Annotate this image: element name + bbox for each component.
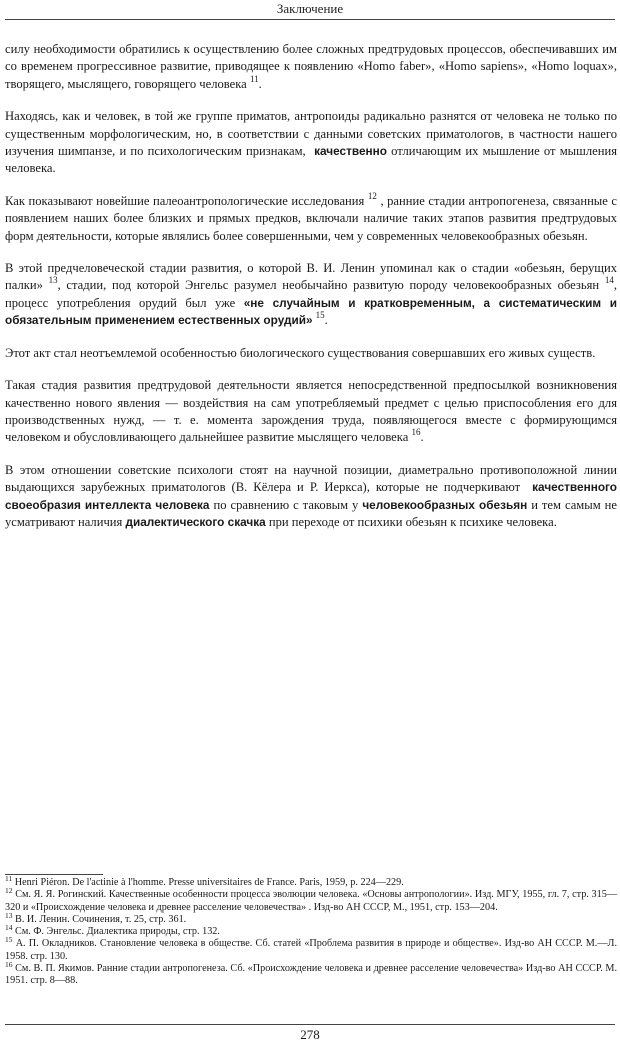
text-run: . bbox=[324, 313, 328, 328]
paragraph-2 bbox=[5, 108, 617, 178]
text-run: отличающим их мышление от мышления человека. bbox=[5, 144, 617, 176]
footnote-text: А. П. Окладников. Становление человека в обществе. Сб. статей «Проблема развития в природе и обществе». Изд-во АН СССР. М.—Л. 1958. стр. 130. bbox=[5, 938, 617, 962]
bold-term: качественного своеобразия интеллекта человека bbox=[5, 480, 617, 512]
footnote-16 bbox=[5, 960, 618, 988]
footnote-number: 15 bbox=[5, 935, 13, 945]
footnote-12 bbox=[5, 886, 618, 914]
text-run: Такая стадия развития предтрудовой деятельности является непосредственной предпосылкой возникновения качественно нового явления — воздействия на сам употребляемый предмет с целью приспособления его для производственных нужд, — т. е. момента зарождения труда, появляющегося вместе с формирующимся человеком и обусловливающего дальнейшее развитие мыслящего человека bbox=[5, 378, 617, 445]
text-run: В этой предчеловеческой стадии развития, о которой В. И. Ленин упоминал как о стадии «обезьян, берущих палки» bbox=[5, 261, 617, 293]
text-run: , стадии, под которой Энгельс разумел необычайно развитую породу человекообразных обезьян bbox=[57, 278, 600, 293]
text-run: и тем самым не усматривают наличия bbox=[5, 497, 618, 529]
text-run: В этом отношении советские психологи стоят на научной позиции, диаметрально противоположной линии выдающихся зарубежных приматологов (В. Кёлера и Р. Иеркса), которые не подчеркивают bbox=[5, 462, 617, 495]
header-divider bbox=[5, 19, 615, 20]
footnote-ref-16[interactable]: 16 bbox=[411, 427, 421, 438]
footnote-text: См. Я. Я. Рогинский. Качественные особенности процесса эволюции человека. «Основы антропологии». Изд. МГУ, 1955, гл. 7, стр. 315—320 и «Происхождение человека и древнее расселение человечества» . Изд-во АН СССР, М., 1951, стр. 153—204. bbox=[5, 889, 618, 913]
main-text bbox=[5, 41, 617, 546]
footer-divider bbox=[5, 1024, 615, 1025]
text-run: по сравнению с таковым у bbox=[213, 497, 359, 512]
paragraph-1 bbox=[5, 41, 617, 93]
footnote-ref-11[interactable]: 11 bbox=[249, 73, 259, 84]
paragraph-4 bbox=[5, 260, 617, 330]
footnotes bbox=[5, 874, 618, 988]
footnote-number: 14 bbox=[5, 923, 13, 933]
text-run: силу необходимости обратились к осуществлению более сложных предтрудовых процессов, обеспечивавших им со временем прогрессивное развитие, приводящее к появлению «Homo faber», «Homo sapiens», «Homo loquax», творящего, мыслящего, говорящего человека bbox=[5, 42, 617, 91]
paragraph-3 bbox=[5, 190, 617, 245]
footnote-14 bbox=[5, 923, 617, 938]
footnote-number: 12 bbox=[5, 886, 13, 896]
footnote-number: 16 bbox=[5, 960, 13, 970]
text-run: Как показывают новейшие палеоантропологические исследования bbox=[5, 193, 365, 208]
text-run: , процесс употребления орудий был уже bbox=[5, 278, 617, 310]
footnote-number: 13 bbox=[5, 910, 13, 920]
footnote-text: Henri Piéron. De l'actinie à l'homme. Presse universitaires de France. Paris, 1959, p. 224—229. bbox=[14, 877, 404, 888]
footnote-number: 11 bbox=[5, 874, 13, 883]
footnote-text: В. И. Ленин. Сочинения, т. 25, стр. 361. bbox=[15, 913, 187, 925]
bold-term: человекообразных обезьян bbox=[362, 497, 528, 512]
footnote-text: См. В. П. Якимов. Ранние стадии антропогенеза. Сб. «Происхождение человека и древнее расселение человечества» Изд-во АН СССР. М. 1951. стр. 8—88. bbox=[5, 963, 618, 987]
footnote-ref-15[interactable]: 15 bbox=[315, 310, 325, 321]
text-run: , ранние стадии антропогенеза, связанные с появлением наших более близких и прямых предков, включали наличие таких этапов развития предтрудовых форм деятельности, которые являлись более совершенными, чем у современных человекообразных обезьян. bbox=[5, 193, 617, 243]
footnote-15 bbox=[5, 935, 617, 963]
running-header: Заключение bbox=[276, 1, 344, 16]
paragraph-5 bbox=[5, 345, 617, 362]
footnote-ref-13[interactable]: 13 bbox=[48, 275, 58, 286]
paragraph-7 bbox=[5, 462, 617, 532]
footnote-ref-14[interactable]: 14 bbox=[604, 275, 614, 286]
bold-quote: «не случайным и кратковременным, а систематическим и обязательным применением естественных орудий» bbox=[5, 295, 617, 328]
text-run: . bbox=[258, 76, 262, 91]
paragraph-6 bbox=[5, 377, 617, 447]
text-run: Этот акт стал неотъемлемой особенностью биологического существования совершавших его живых существ. bbox=[5, 345, 596, 360]
footnote-13 bbox=[5, 910, 617, 926]
footnote-ref-12[interactable]: 12 bbox=[367, 190, 377, 201]
footnote-divider bbox=[5, 874, 103, 875]
page-number: 278 bbox=[300, 1027, 320, 1042]
footnote-text: См. Ф. Энгельс. Диалектика природы, стр. 132. bbox=[15, 926, 220, 938]
footnote-11 bbox=[5, 874, 617, 889]
text-run: Находясь, как и человек, в той же группе приматов, антропоиды радикально разнятся от человека не только по существенным морфологическим, но, в соответствии с данными советских приматологов, в частности нашего изучения шимпанзе, и по психологическим признакам, bbox=[5, 109, 617, 159]
text-run: при переходе от психики обезьян к психике человека. bbox=[268, 514, 557, 529]
bold-term: качественно bbox=[314, 144, 387, 159]
bold-term: диалектического скачка bbox=[125, 514, 266, 529]
text-run: . bbox=[420, 430, 424, 445]
